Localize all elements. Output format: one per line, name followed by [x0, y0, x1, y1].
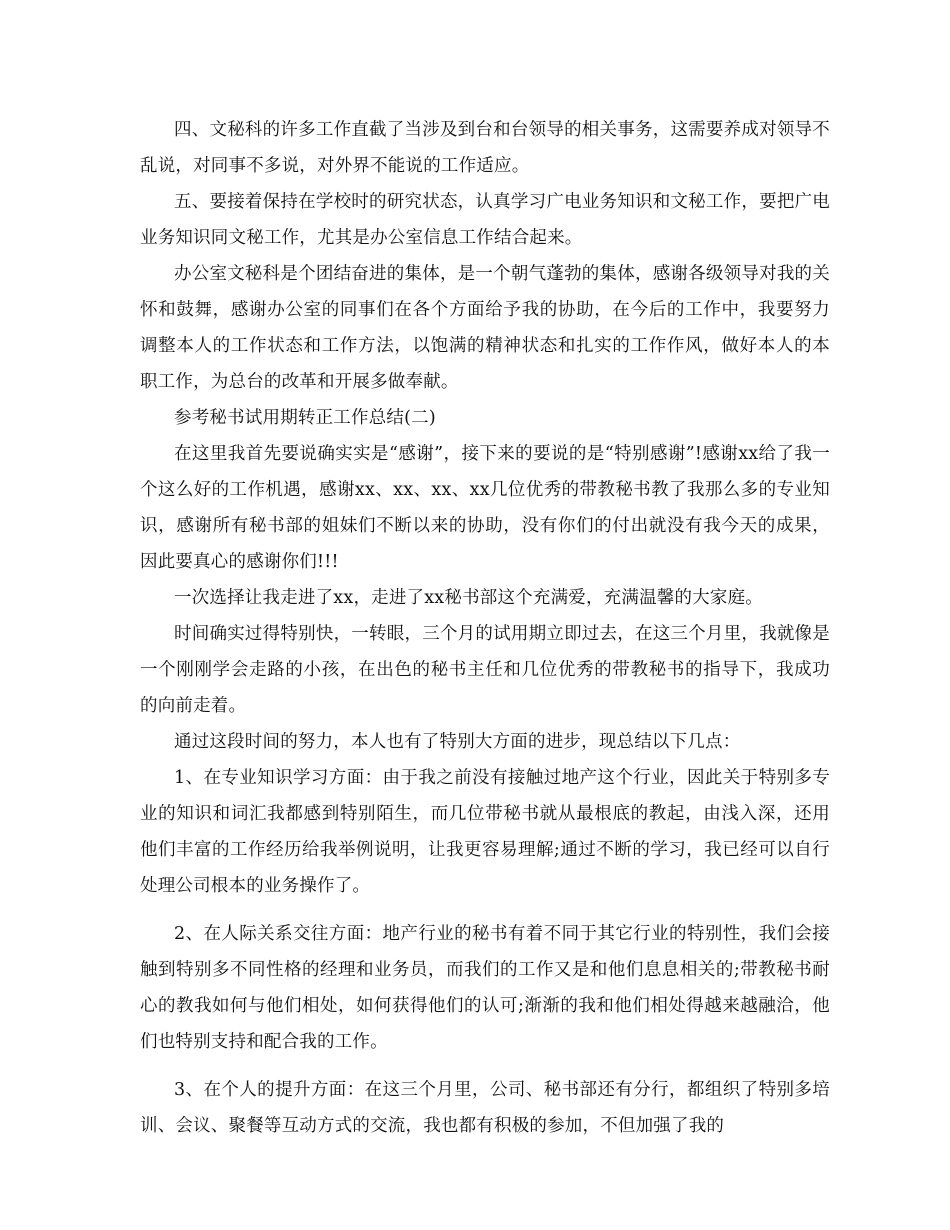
paragraph-choice: 一次选择让我走进了xx，走进了xx秘书部这个充满爱，充满温馨的大家庭。 [174, 588, 763, 608]
paragraph-point-two: 2、在人际关系交往方面：地产行业的秘书有着不同于其它行业的特别性，我们会接触到特别多不同性格的经理和业务员，而我们的工作又是和他们息息相关的;带教秘书耐心的教我如何与他们相处，如何获得他们的认可;渐渐的我和他们相处得越来越融洽，他们也特别支持和配合我的工作。 [140, 924, 830, 1052]
paragraph-progress-intro: 通过这段时间的努力，本人也有了特别大方面的进步，现总结以下几点： [174, 732, 741, 752]
paragraph-thanks: 在这里我首先要说确实实是“感谢”，接下来的要说的是“特别感谢”!感谢xx给了我一个这么好的工作机遇，感谢xx、xx、xx、xx几位优秀的带教秘书教了我那么多的专业知识，感谢所有秘书部的姐妹们不断以来的协助，没有你们的付出就没有我今天的成果，因此要真心的感谢你们!!! [140, 444, 830, 572]
paragraph-section-four: 四、文秘科的许多工作直截了当涉及到台和台领导的相关事务，这需要养成对领导不乱说，对同事不多说，对外界不能说的工作适应。 [140, 120, 830, 176]
paragraph-section-five: 五、要接着保持在学校时的研究状态，认真学习广电业务知识和文秘工作，要把广电业务知识同文秘工作，尤其是办公室信息工作结合起来。 [140, 192, 830, 248]
paragraph-time: 时间确实过得特别快，一转眼，三个月的试用期立即过去，在这三个月里，我就像是一个刚刚学会走路的小孩，在出色的秘书主任和几位优秀的带教秘书的指导下，我成功的向前走着。 [140, 624, 830, 716]
paragraph-point-three: 3、在个人的提升方面：在这三个月里，公司、秘书部还有分行，都组织了特别多培训、会议、聚餐等互动方式的交流，我也都有积极的参加，不但加强了我的 [140, 1080, 830, 1136]
section-heading: 参考秘书试用期转正工作总结(二) [174, 408, 436, 428]
paragraph-office-summary: 办公室文秘科是个团结奋进的集体，是一个朝气蓬勃的集体，感谢各级领导对我的关怀和鼓舞，感谢办公室的同事们在各个方面给予我的协助，在今后的工作中，我要努力调整本人的工作状态和工作方法，以饱满的精神状态和扎实的工作作风，做好本人的本职工作，为总台的改革和开展多做奉献。 [140, 264, 830, 392]
paragraph-point-one: 1、在专业知识学习方面：由于我之前没有接触过地产这个行业，因此关于特别多专业的知识和词汇我都感到特别陌生，而几位带秘书就从最根底的教起，由浅入深，还用他们丰富的工作经历给我举例说明，让我更容易理解;通过不断的学习，我已经可以自行处理公司根本的业务操作了。 [140, 768, 830, 896]
document-page [140, 112, 830, 1144]
